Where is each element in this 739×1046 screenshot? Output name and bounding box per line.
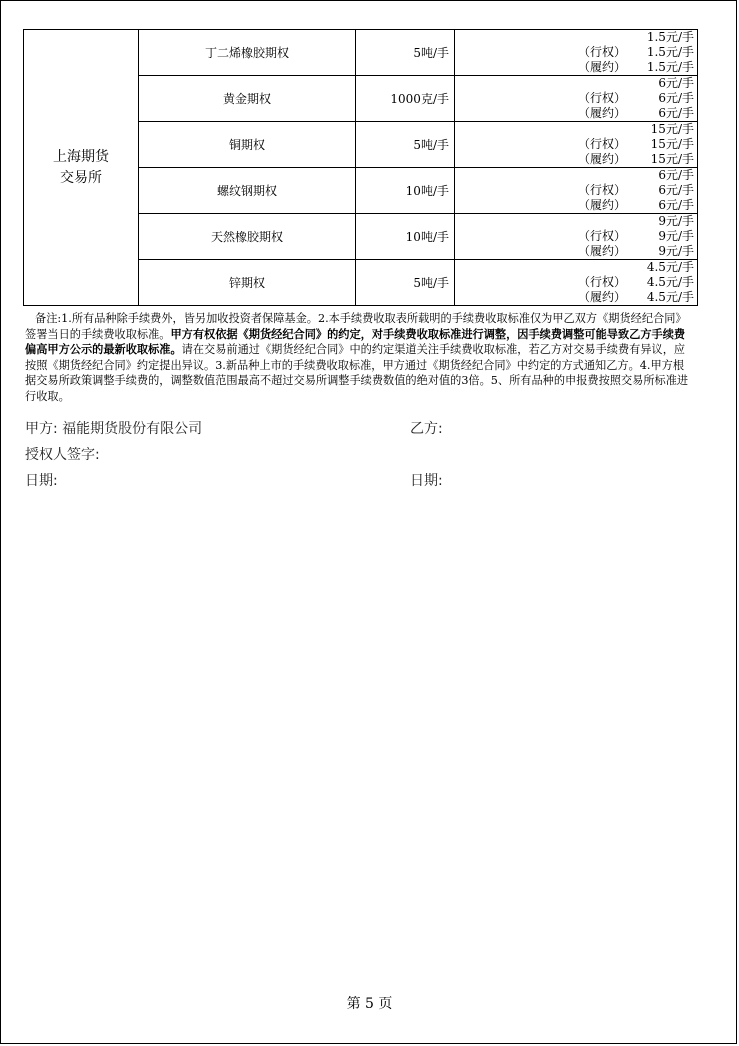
fee-line	[455, 45, 694, 60]
fee-value: 6元/手	[658, 106, 694, 120]
fee-cell	[455, 76, 698, 122]
fee-kind-blank	[578, 76, 638, 91]
fee-line	[455, 214, 694, 229]
contract-unit: 5吨/手	[356, 122, 455, 168]
fee-value: 1.5元/手	[646, 30, 694, 44]
delivery-label: （履约）	[578, 106, 627, 120]
fee-line	[455, 290, 694, 305]
exercise-label: （行权）	[578, 91, 627, 105]
fee-line	[455, 229, 694, 244]
exercise-label: （行权）	[578, 275, 627, 289]
exercise-label: （行权）	[578, 183, 627, 197]
fee-line	[455, 198, 694, 213]
fee-kind-blank	[578, 30, 638, 45]
page-number: 第 5 页	[346, 996, 393, 1012]
fee-line	[455, 91, 694, 106]
contract-unit: 1000克/手	[356, 76, 455, 122]
fee-line	[455, 275, 694, 290]
table-row	[24, 30, 698, 76]
product-name: 螺纹钢期权	[139, 168, 356, 214]
fee-value: 4.5元/手	[646, 260, 694, 274]
fee-line	[455, 76, 694, 91]
party-b-date-label: 日期:	[410, 473, 443, 489]
fee-value: 6元/手	[658, 198, 694, 212]
fee-line	[455, 122, 694, 137]
fee-value: 15元/手	[650, 137, 694, 151]
delivery-label: （履约）	[578, 152, 627, 166]
authorized-signature-label: 授权人签字:	[25, 447, 100, 463]
party-b-label: 乙方:	[410, 421, 443, 437]
party-a-date-label: 日期:	[25, 473, 58, 489]
fee-kind-blank	[578, 168, 638, 183]
fee-value: 4.5元/手	[646, 275, 694, 289]
exchange-name-text: 上海期货交易所	[53, 148, 109, 186]
exercise-label: （行权）	[578, 45, 627, 59]
remarks-text-2: 请在交易前通过《期货经纪合同》中的约定渠道关注手续费收取标准，若乙方对交易手续费有异议，应按照《期货经纪合同》约定提出异议。3.新品种上市的手续费收取标准，甲方通过《期货经纪合同》中约定的方式通知乙方。4.甲方根据交易所政策调整手续费的，调整数值范围最高不超过交易所调整手续费数值的绝对值的3倍。5、所有品种的申报费按照交易所标准进行收取。	[25, 343, 689, 403]
fee-value: 6元/手	[658, 91, 694, 105]
fee-kind-blank	[578, 122, 638, 137]
product-name: 锌期权	[139, 260, 356, 306]
contract-unit: 5吨/手	[356, 260, 455, 306]
fee-value: 15元/手	[650, 152, 694, 166]
fee-value: 9元/手	[658, 244, 694, 258]
fee-value: 15元/手	[650, 122, 694, 136]
contract-unit: 10吨/手	[356, 168, 455, 214]
fee-value: 6元/手	[658, 76, 694, 90]
product-name: 天然橡胶期权	[139, 214, 356, 260]
fee-cell	[455, 260, 698, 306]
fee-line	[455, 152, 694, 167]
fee-value: 6元/手	[658, 168, 694, 182]
delivery-label: （履约）	[578, 244, 627, 258]
fee-cell	[455, 30, 698, 76]
fee-cell	[455, 214, 698, 260]
fee-cell	[455, 168, 698, 214]
fee-kind-blank	[578, 260, 638, 275]
exchange-name	[24, 30, 139, 306]
exercise-label: （行权）	[578, 137, 627, 151]
fee-value: 4.5元/手	[646, 290, 694, 304]
fee-line	[455, 60, 694, 75]
fee-line	[455, 260, 694, 275]
fee-table	[23, 29, 698, 306]
fee-line	[455, 30, 694, 45]
fee-line	[455, 183, 694, 198]
fee-value: 1.5元/手	[646, 60, 694, 74]
fee-line	[455, 244, 694, 259]
exercise-label: （行权）	[578, 229, 627, 243]
product-name: 铜期权	[139, 122, 356, 168]
remarks-bold-text: 甲方有权依据《期货经纪合同》的约定，对手续费收取标准进行调整，因手续费调整可能导致乙方手续费偏高甲方公示的最新收取标准。	[25, 326, 686, 357]
remarks-text-1: 备注:1.所有品种除手续费外，皆另加收投资者保障基金。2.本手续费收取表所载明的手续费收取标准仅为甲乙双方《期货经纪合同》签署当日的手续费收取标准。	[25, 312, 687, 341]
delivery-label: （履约）	[578, 290, 627, 304]
delivery-label: （履约）	[578, 198, 627, 212]
fee-value: 9元/手	[658, 214, 694, 228]
fee-line	[455, 137, 694, 152]
fee-value: 6元/手	[658, 183, 694, 197]
product-name: 黄金期权	[139, 76, 356, 122]
party-a-label: 甲方: 福能期货股份有限公司	[25, 421, 203, 437]
remarks-paragraph	[25, 311, 695, 405]
contract-unit: 5吨/手	[356, 30, 455, 76]
delivery-label: （履约）	[578, 60, 627, 74]
contract-unit: 10吨/手	[356, 214, 455, 260]
fee-cell	[455, 122, 698, 168]
fee-kind-blank	[578, 214, 638, 229]
fee-value: 1.5元/手	[646, 45, 694, 59]
product-name: 丁二烯橡胶期权	[139, 30, 356, 76]
fee-value: 9元/手	[658, 229, 694, 243]
fee-line	[455, 168, 694, 183]
fee-line	[455, 106, 694, 121]
